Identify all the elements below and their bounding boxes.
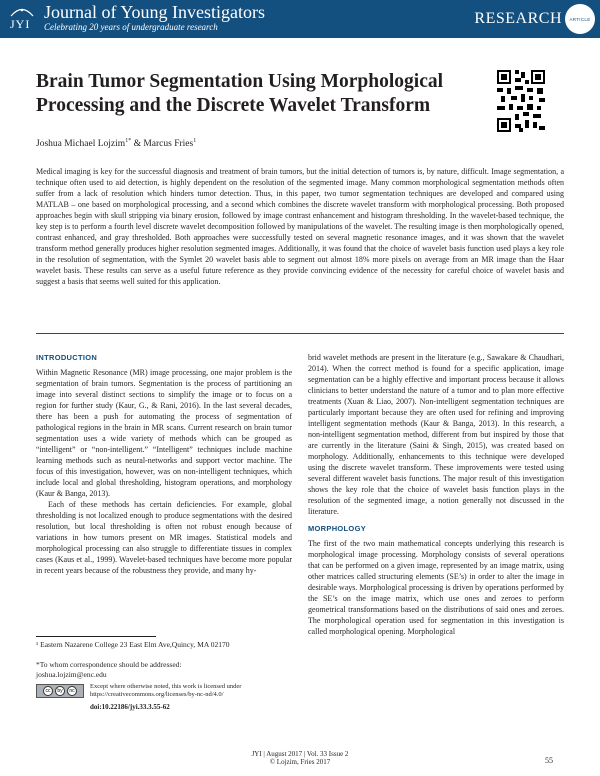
license-notice <box>90 683 241 699</box>
section-divider <box>36 333 564 334</box>
body-paragraph: Each of these methods has certain deficiencies. For example, global thresholding is not localized enough to produce segmentations with the desired resolution, but local thresholding is often not robust enough because of variations in how tumors present on MR images. Statistical models and morphological processing can also struggle to differentiate tissues in complex cases (Kaus et al., 1999). Wavelet-based techniques have become more popular in recent years because of the robustness they provide, and many hy- <box>36 500 292 575</box>
author-line <box>36 138 196 149</box>
body-column-right <box>308 352 564 637</box>
cc-icon: cc <box>43 686 53 696</box>
license-text: Except where otherwise noted, this work is licensed under <box>90 683 242 690</box>
license-link[interactable]: https://creativecommons.org/licenses/by-nc-nd/4.0/ <box>90 691 224 698</box>
article-badge <box>565 4 595 34</box>
correspondence-footnote: *To whom correspondence should be addressed: <box>36 660 182 669</box>
noncommercial-icon: nc <box>67 686 77 696</box>
journal-header <box>0 0 600 38</box>
body-paragraph: brid wavelet methods are present in the literature (e.g., Sawakare & Chaudhari, 2014). When the correct method is found for a specific application, image segmentation can be a highly effective and important process because it allows clinicians to better understand the nature of a tumor and to plan more effective treatments (Xuan & Liao, 2007). Non-intelligent segmentation techniques are particularly important because they are often used for refining and improving intelligent segmentation methods (Kaur & Banga, 2013). In this research, a non-intelligent segmentation method, different from but inspired by those that are currently in the literature (Saini & Singh, 2015), was created based on morphology. Additionally, enhancements to this technique were developed using the discrete wavelet transform. These improvements were tested using several different wavelet basis functions. The major result of this investigation shows the key role that the choice of wavelet basis function plays in the resolution of the segmented image, a notion generally not discussed in the literature. <box>308 353 564 516</box>
qr-code-icon[interactable] <box>497 70 545 132</box>
body-paragraph: Within Magnetic Resonance (MR) image processing, one major problem is the segmentation of brain tumors. Segmentation is the process of partitioning an image into several distinct sections to simplify the image or to focus on a region for further study (Kaur, G., & Rani, 2016). In the last several decades, there has been a push for automating the process of segmentation of pathological regions in the brain in MR scans. Current research on brain tumor segmentation uses a wide variety of methods which can be grouped as “intelligent” or “non-intelligent.” “Intelligent” techniques include machine learning methods such as neural-networks and support vector machine. The focus of this investigation, however, was on non-intelligent techniques, which include local and global thresholding, histogram operations, and morphology (Kaur & Banga, 2013). <box>36 368 292 498</box>
paper-title: Brain Tumor Segmentation Using Morphological Processing and the Discrete Wavelet Transform <box>36 71 444 116</box>
article-badge-text: ARTICLE <box>569 16 591 22</box>
author-affiliation-mark: 1 <box>193 138 197 144</box>
section-label: RESEARCH <box>474 10 562 27</box>
body-column-left <box>36 352 292 576</box>
body-paragraph: The first of the two main mathematical concepts underlying this research is morphological image processing. Morphology consists of several operations that can be performed on a given image, represented by an image matrix, using other matrices called structuring elements (SE’s) in order to alter the image in desirable ways. Morphological processing is driven by operations performed by the SE’s on the image matrix, which use ones and zeroes to perform geometrical transformations based on the distributions of said ones and zeroes. The morphological operation used for segmentation in this investigation is called morphological opening. Morphological <box>308 539 564 636</box>
attribution-icon: by <box>55 686 65 696</box>
author-affiliation-mark: 1* <box>125 138 132 144</box>
affiliation-footnote: ¹ Eastern Nazarene College 23 East Elm Ave,Quincy, MA 02170 <box>36 640 230 649</box>
page-number: 55 <box>545 756 553 765</box>
jyi-logo <box>7 3 37 35</box>
abstract: Medical imaging is key for the successful diagnosis and treatment of brain tumors, but the initial detection of tumors is, by nature, difficult. Image segmentation, a technique often used to aid detection, is highly dependent on the resolution of the segmented image. Many common morphological segmentation methods often suffer from a lack of resolution which hinders tumor detection. Thus, in this paper, two tumor segmentation techniques are developed and compared using MATLAB – one based on morphological processing, and a second which combines the discrete wavelet transform with morphological processing. Both proposed approaches begin with skull stripping via binary erosion, followed by image contrast enhancement and histogram thresholding. In the wavelet-based technique, the key step is to perform a fourth level discrete wavelet decomposition followed by manipulations of the wavelet. The resulting image is then morphologically opened, contrast enhanced, and gray thresholded. Both approaches were successfully tested on several magnetic resonance images, and it was shown that the wavelet transform method generally produces higher resolution segmented images. Additionally, it was found that the choice of wavelet basis function used plays a key role in the resolution of segmentation, with the Symlet 20 wavelet basis able to segment out almost 18% more pixels on average from an MR image than the Haar wavelet basis. These results can serve as a useful future reference as they provide convincing evidence of the necessity for careful choice of wavelet basis and suggest a basis that seems well suited for this application. <box>36 167 564 286</box>
footnote-divider <box>36 636 156 637</box>
section-heading-introduction: INTRODUCTION <box>36 353 98 362</box>
copyright: © Lojzim, Fries 2017 <box>269 758 331 766</box>
author-name: Marcus Fries <box>143 139 194 150</box>
journal-name[interactable]: Journal of Young Investigators <box>44 2 265 22</box>
author-name: Joshua Michael Lojzim <box>36 139 126 150</box>
doi-link[interactable]: doi:10.22186/jyi.33.3.55-62 <box>90 703 170 711</box>
creative-commons-badge[interactable] <box>36 684 84 698</box>
author-connector: & <box>131 139 144 150</box>
correspondence-email[interactable]: joshua.lojzim@enc.edu <box>36 670 107 679</box>
journal-tagline: Celebrating 20 years of undergraduate research <box>44 22 218 32</box>
issue-info: JYI | August 2017 | Vol. 33 Issue 2 <box>251 750 349 758</box>
logo-text: JYI <box>10 17 31 31</box>
section-heading-morphology: MORPHOLOGY <box>308 524 367 533</box>
page-footer <box>0 750 600 766</box>
